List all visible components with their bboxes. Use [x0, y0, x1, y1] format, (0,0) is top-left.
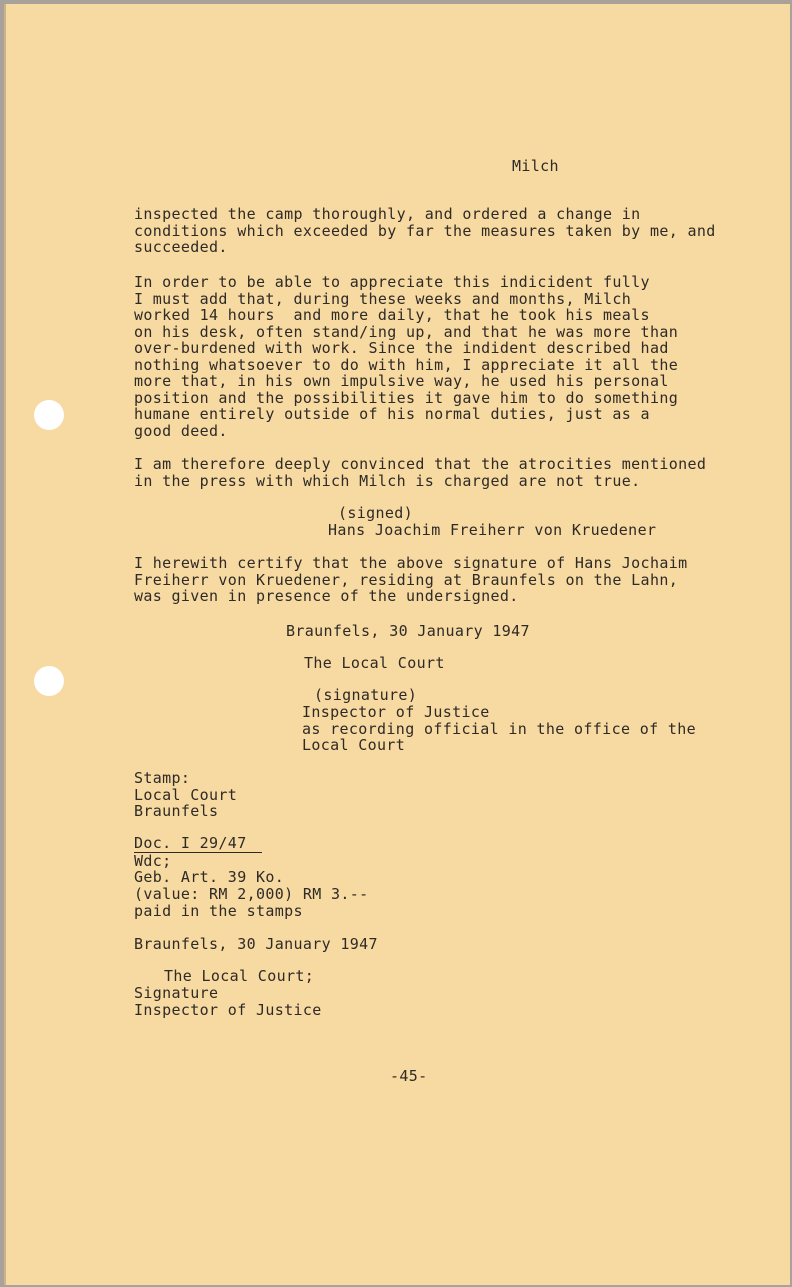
paragraph-3: I am therefore deeply convinced that the atrocities mentioned in the press with which Milch is charged are not true.: [134, 455, 707, 490]
page-number: -45-: [390, 1067, 428, 1085]
paragraph-2: In order to be able to appreciate this indicident fully I must add that, during these weeks and months, Milch worked 14 hours and more daily, that he took his meals on his desk, often stand/ing up, and that he was more than over-burdened with work. Since the indident described had nothing whatsoever to do with him, I appreciate it all the more that, in his own impulsive way, he used his personal position and the possibilities it gave him to do something humane entirely outside of his normal duties, just as a good deed.: [134, 273, 679, 440]
punch-hole: [34, 400, 64, 430]
punch-hole: [34, 666, 64, 696]
wdc-label: Wdc;: [134, 852, 172, 870]
stamp-block: Stamp: Local Court Braunfels: [134, 769, 238, 820]
closing-signature: Signature: [134, 984, 219, 1002]
closing-court: The Local Court;: [164, 967, 315, 985]
official-title: Inspector of Justice as recording official in the office of the Local Court: [302, 703, 696, 754]
document-page: [4, 4, 790, 1285]
certification: I herewith certify that the above signature of Hans Jochaim Freiherr von Kruedener, residing at Braunfels on the Lahn, was given in presence of the undersigned.: [134, 554, 688, 605]
court-place-date: Braunfels, 30 January 1947: [286, 622, 530, 640]
header-name: Milch: [512, 157, 559, 175]
signature-label: (signature): [314, 686, 418, 704]
fee-line-3: paid in the stamps: [134, 902, 303, 920]
signed-label: (signed): [338, 504, 414, 522]
closing-title: Inspector of Justice: [134, 1001, 322, 1019]
document-reference: [134, 835, 262, 853]
court-name: The Local Court: [304, 654, 445, 672]
paragraph-1: inspected the camp thoroughly, and ordered a change in conditions which exceeded by far the measures taken by me, and succeeded.: [134, 205, 716, 256]
fee-line-1: Geb. Art. 39 Ko.: [134, 868, 285, 886]
doc-number: Doc. I 29/47: [134, 835, 262, 853]
fee-line-2: (value: RM 2,000) RM 3.--: [134, 885, 369, 903]
closing-place-date: Braunfels, 30 January 1947: [134, 935, 378, 953]
signer-name: Hans Joachim Freiherr von Kruedener: [328, 521, 657, 539]
